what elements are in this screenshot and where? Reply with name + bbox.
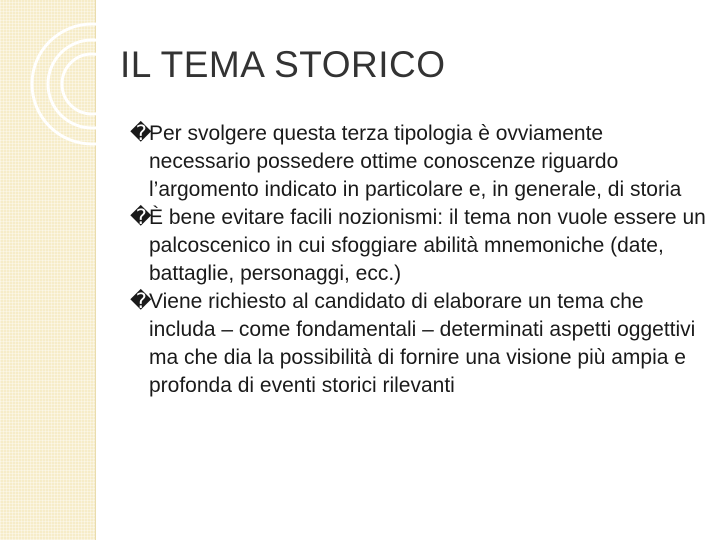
bullet-marker: � [130, 206, 152, 229]
bullet-item [130, 204, 710, 288]
bullet-text: Viene richiesto al candidato di elaborare un tema che includa – come fondamentali – determinati aspetti oggettivi ma che dia la possibilità di fornire una visione più ampia e profonda di eventi storici rilevanti [149, 290, 696, 397]
bullet-list [130, 120, 710, 400]
bullet-marker: � [130, 290, 152, 313]
bullet-item [130, 288, 710, 400]
bullet-text: Per svolgere questa terza tipologia è ovviamente necessario possedere ottime conoscenze riguardo l’argomento indicato in particolare e, in generale, di storia [149, 122, 682, 201]
bullet-text: È bene evitare facili nozionismi: il tema non vuole essere un palcoscenico in cui sfoggiare abilità mnemoniche (date, battaglie, personaggi, ecc.) [149, 206, 706, 285]
concentric-circles-icon [0, 0, 96, 200]
slide-title: IL TEMA STORICO [120, 44, 446, 85]
bullet-item [130, 120, 710, 204]
bullet-marker: � [130, 122, 152, 145]
